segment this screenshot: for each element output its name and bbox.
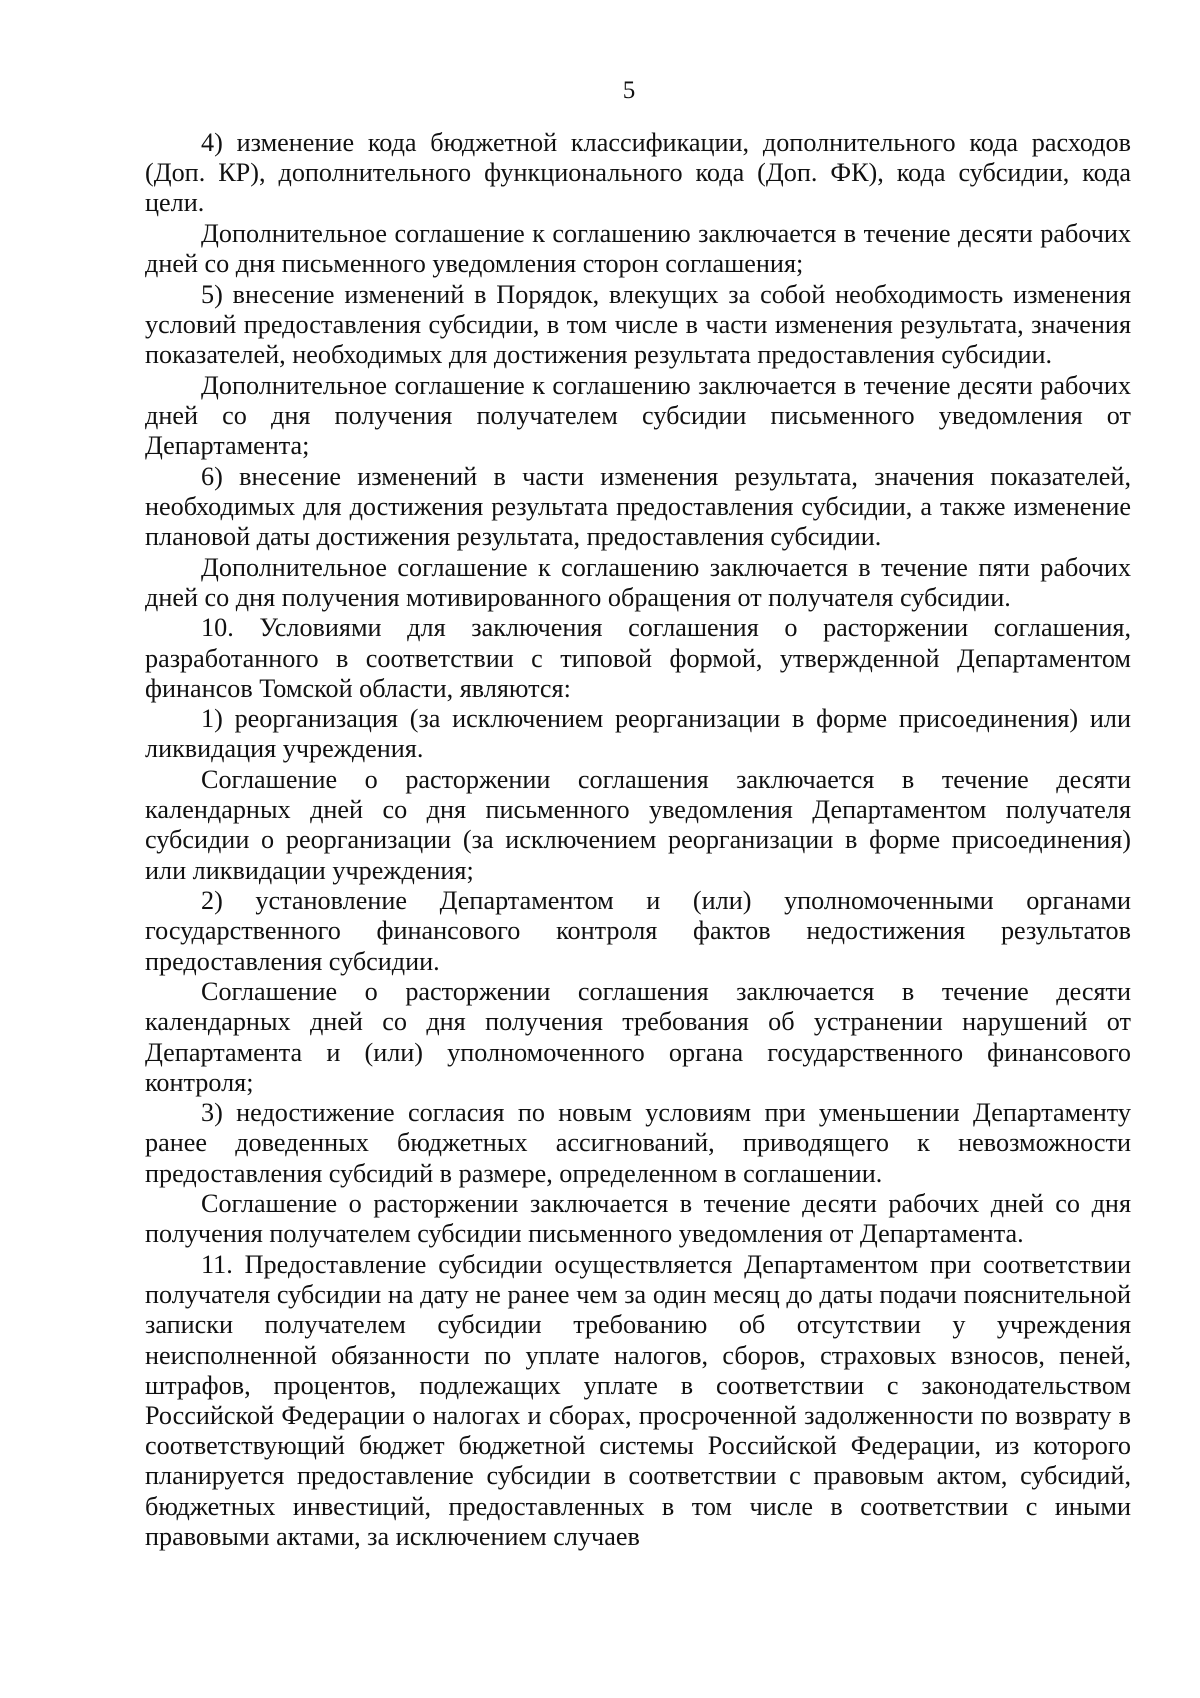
paragraph-item-5: 5) внесение изменений в Порядок, влекущих за собой необходимость изменения условий предоставления субсидии, в том числе в части изменения результата, значения показателей, необходимых для достижения результата предоставления субсидии.	[145, 279, 1131, 370]
paragraph-clause-11: 11. Предоставление субсидии осуществляется Департаментом при соответствии получателя субсидии на дату не ранее чем за один месяц до даты подачи пояснительной записки получателем субсидии требованию об отсутствии у учреждения неисполненной обязанности по уплате налогов, сборов, страховых взносов, пеней, штрафов, процентов, подлежащих уплате в соответствии с законодательством Российской Федерации о налогах и сборах, просроченной задолженности по возврату в соответствующий бюджет бюджетной системы Российской Федерации, из которого планируется предоставление субсидии в соответствии с правовым актом, субсидий, бюджетных инвестиций, предоставленных в том числе в соответствии с иными правовыми актами, за исключением случаев	[145, 1249, 1131, 1551]
paragraph-termination-2: Соглашение о расторжении соглашения заключается в течение десяти календарных дней со дня получения требования об устранении нарушений от Департамента и (или) уполномоченного органа государственного финансового контроля;	[145, 977, 1131, 1097]
paragraph-item-4: 4) изменение кода бюджетной классификации, дополнительного кода расходов (Доп. КР), дополнительного функционального кода (Доп. ФК), кода субсидии, кода цели.	[145, 128, 1131, 218]
paragraph-termination-1: Соглашение о расторжении соглашения заключается в течение десяти календарных дней со дня письменного уведомления Департаментом получателя субсидии о реорганизации (за исключением реорганизации в форме присоединения) или ликвидации учреждения;	[145, 765, 1131, 885]
paragraph-clause-10: 10. Условиями для заключения соглашения о расторжении соглашения, разработанного в соответствии с типовой формой, утвержденной Департаментом финансов Томской области, являются:	[145, 613, 1131, 703]
page-number: 5	[622, 77, 636, 104]
paragraph-condition-2: 2) установление Департаментом и (или) уполномоченными органами государственного финансового контроля фактов недостижения результатов предоставления субсидии.	[145, 886, 1131, 976]
paragraph-condition-3: 3) недостижение согласия по новым условиям при уменьшении Департаменту ранее доведенных бюджетных ассигнований, приводящего к невозможности предоставления субсидий в размере, определенном в соглашении.	[145, 1098, 1131, 1188]
document-body	[145, 128, 1131, 1552]
paragraph-additional-agreement-2: Дополнительное соглашение к соглашению заключается в течение десяти рабочих дней со дня получения получателем субсидии письменного уведомления от Департамента;	[145, 370, 1131, 461]
paragraph-additional-agreement-3: Дополнительное соглашение к соглашению заключается в течение пяти рабочих дней со дня получения мотивированного обращения от получателя субсидии.	[145, 552, 1131, 612]
paragraph-condition-1: 1) реорганизация (за исключением реорганизации в форме присоединения) или ликвидация учреждения.	[145, 704, 1131, 764]
paragraph-termination-3: Соглашение о расторжении заключается в течение десяти рабочих дней со дня получения получателем субсидии письменного уведомления от Департамента.	[145, 1189, 1131, 1249]
paragraph-additional-agreement-1: Дополнительное соглашение к соглашению заключается в течение десяти рабочих дней со дня письменного уведомления сторон соглашения;	[145, 218, 1131, 279]
paragraph-item-6: 6) внесение изменений в части изменения результата, значения показателей, необходимых для достижения результата предоставления субсидии, а также изменение плановой даты достижения результата, предоставления субсидии.	[145, 461, 1131, 552]
